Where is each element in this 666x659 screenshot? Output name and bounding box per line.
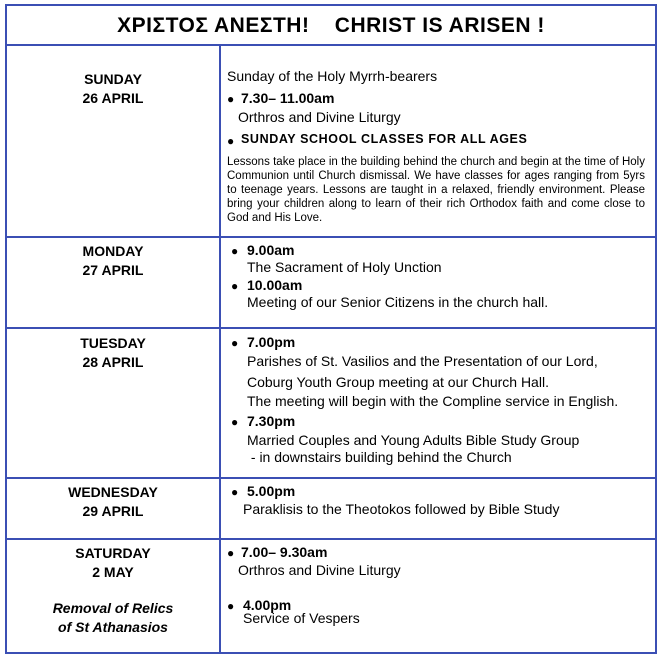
bullet-icon: ● [231,415,239,429]
event-line: Paraklisis to the Theotokos followed by Bible Study [243,501,560,517]
day-date: 26 APRIL [82,90,144,106]
event-time: 5.00pm [247,483,296,499]
bullet-icon: ● [231,485,239,499]
event-time: 10.00am [247,277,303,293]
day-name: SUNDAY [84,71,142,87]
day-name: WEDNESDAY [68,484,158,500]
bullet-icon: ● [231,336,239,350]
bullet-icon: ● [227,546,235,560]
event-time: 7.30pm [247,413,296,429]
row-sunday [7,46,655,238]
event-time: SUNDAY SCHOOL CLASSES FOR ALL AGES [241,132,528,146]
day-name: MONDAY [82,243,144,259]
event-line: Orthros and Divine Liturgy [238,109,401,125]
day-cell-saturday [7,540,221,652]
day-cell-tuesday [7,329,221,477]
event-description: Lessons take place in the building behind the church and begin at the time of Holy Communion until Church dismissal. We have classes for ages ranging from 5yrs to teenage years. Lessons are taught in a relaxed, friendly environment. Please bring your children along to learn of their rich Orthodox faith and come close to God and His Love. [227,156,645,224]
schedule-table [5,4,657,654]
day-date: 27 APRIL [82,262,144,278]
event-line: Meeting of our Senior Citizens in the church hall. [247,294,549,310]
day-cell-sunday [7,46,221,236]
day-cell-monday [7,238,221,327]
event-line: - in downstairs building behind the Church [247,449,512,465]
row-monday [7,238,655,329]
event-line: Service of Vespers [243,610,360,626]
event-time: 7.00– 9.30am [241,544,328,560]
event-time: 4.00pm [243,597,292,613]
day-name: TUESDAY [80,335,146,351]
event-line: Orthros and Divine Liturgy [238,562,401,578]
event-time: 7.30– 11.00am [241,90,335,106]
event-line: The Sacrament of Holy Unction [247,259,442,275]
bullet-icon: ● [227,134,235,148]
event-time: 7.00pm [247,334,296,350]
row-saturday [7,540,655,652]
day-name: SATURDAY [75,545,151,561]
event-line: Parishes of St. Vasilios and the Presentation of our Lord, [247,353,598,369]
bullet-icon: ● [231,244,239,258]
intro-text: Sunday of the Holy Myrrh-bearers [227,68,438,84]
day-date: 29 APRIL [82,503,144,519]
bullet-icon: ● [227,599,235,613]
page-title: ΧΡΙΣΤΟΣ ΑΝΕΣΤΗ! CHRIST IS ARISEN ! [117,14,545,37]
bullet-icon: ● [227,92,235,106]
day-cell-wednesday [7,479,221,538]
event-line: Married Couples and Young Adults Bible Study Group [247,432,580,448]
day-date: 28 APRIL [82,354,144,370]
event-line: Coburg Youth Group meeting at our Church Hall. [247,374,549,390]
row-wednesday [7,479,655,540]
event-time: 9.00am [247,242,295,258]
title-row [7,6,655,46]
row-tuesday [7,329,655,479]
event-line: The meeting will begin with the Compline service in English. [247,393,619,409]
day-date: 2 MAY [92,564,134,580]
bullet-icon: ● [231,279,239,293]
feast-title: Removal of Relics of St Athanasios [52,600,174,635]
